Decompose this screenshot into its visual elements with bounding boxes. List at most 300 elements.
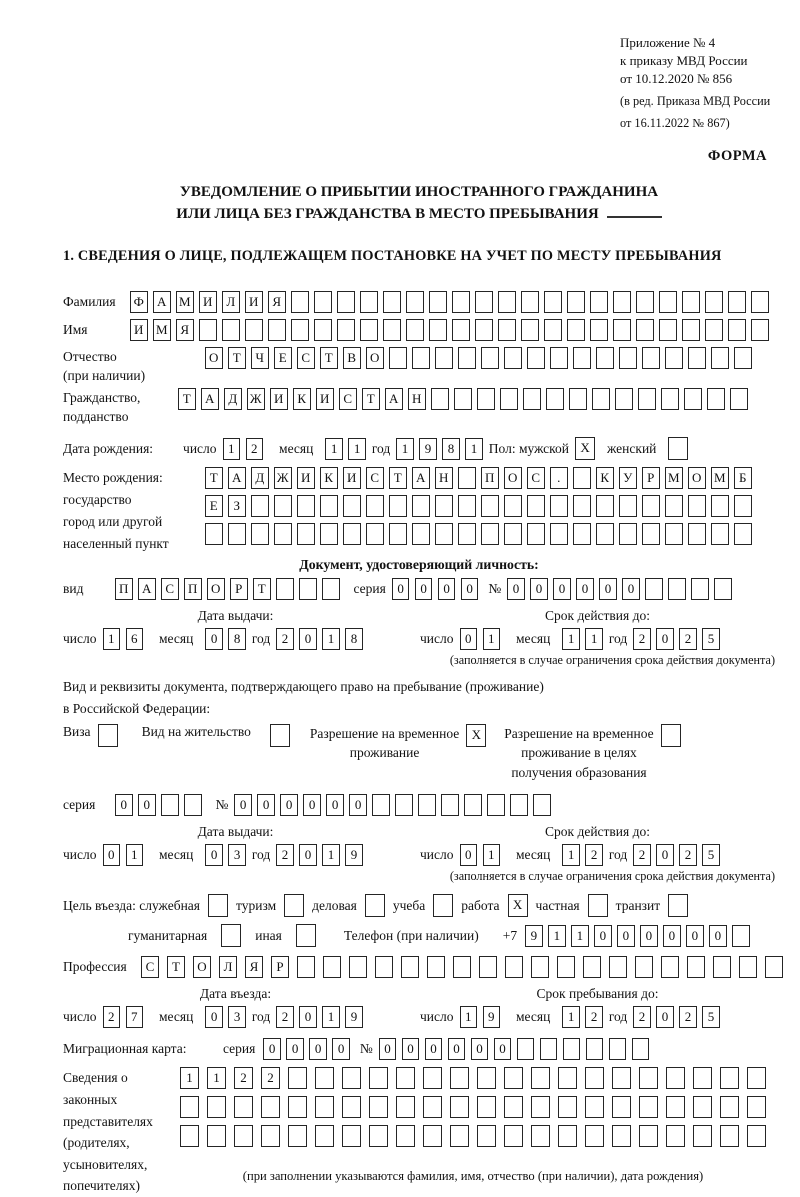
char-box[interactable]: [412, 523, 430, 545]
char-box[interactable]: [504, 347, 522, 369]
char-box[interactable]: [666, 1067, 685, 1089]
char-box[interactable]: [479, 956, 497, 978]
char-box[interactable]: 0: [622, 578, 640, 600]
char-box[interactable]: Ч: [251, 347, 269, 369]
char-box[interactable]: [395, 794, 413, 816]
char-box[interactable]: С: [527, 467, 545, 489]
char-box[interactable]: [666, 1096, 685, 1118]
char-box[interactable]: [505, 956, 523, 978]
char-box[interactable]: [504, 1096, 523, 1118]
char-box[interactable]: 0: [640, 925, 658, 947]
char-box[interactable]: А: [412, 467, 430, 489]
char-box[interactable]: [342, 1096, 361, 1118]
char-box[interactable]: 1: [548, 925, 566, 947]
char-box[interactable]: [573, 523, 591, 545]
char-box[interactable]: [343, 495, 361, 517]
char-box[interactable]: [510, 794, 528, 816]
char-box[interactable]: [383, 319, 401, 341]
char-box[interactable]: 2: [276, 1006, 294, 1028]
char-box[interactable]: 0: [599, 578, 617, 600]
char-box[interactable]: [452, 319, 470, 341]
char-box[interactable]: Р: [230, 578, 248, 600]
char-box[interactable]: 0: [553, 578, 571, 600]
char-box[interactable]: [682, 319, 700, 341]
char-box[interactable]: [360, 319, 378, 341]
char-box[interactable]: 1: [322, 628, 340, 650]
char-box[interactable]: [585, 1125, 604, 1147]
char-box[interactable]: [615, 388, 633, 410]
char-box[interactable]: О: [504, 467, 522, 489]
char-box[interactable]: 0: [205, 1006, 223, 1028]
char-box[interactable]: [369, 1067, 388, 1089]
char-box[interactable]: [458, 523, 476, 545]
char-box[interactable]: 1: [322, 844, 340, 866]
char-box[interactable]: 0: [507, 578, 525, 600]
char-box[interactable]: Д: [251, 467, 269, 489]
char-box[interactable]: [687, 956, 705, 978]
char-box[interactable]: И: [316, 388, 334, 410]
char-box[interactable]: 1: [126, 844, 144, 866]
char-box[interactable]: Т: [362, 388, 380, 410]
char-box[interactable]: [261, 1125, 280, 1147]
char-box[interactable]: [366, 523, 384, 545]
char-box[interactable]: [592, 388, 610, 410]
char-box[interactable]: [184, 794, 202, 816]
char-box[interactable]: 1: [562, 844, 580, 866]
char-box[interactable]: [481, 523, 499, 545]
char-box[interactable]: 0: [663, 925, 681, 947]
char-box[interactable]: [546, 388, 564, 410]
char-box[interactable]: [711, 523, 729, 545]
char-box[interactable]: 8: [442, 438, 460, 460]
char-box[interactable]: [498, 291, 516, 313]
char-box[interactable]: [531, 956, 549, 978]
char-box[interactable]: 9: [419, 438, 437, 460]
char-box[interactable]: Л: [219, 956, 237, 978]
char-box[interactable]: 3: [228, 844, 246, 866]
char-box[interactable]: [609, 1038, 627, 1060]
char-box[interactable]: [288, 1125, 307, 1147]
char-box[interactable]: 1: [325, 438, 343, 460]
char-box[interactable]: 0: [299, 844, 317, 866]
residence-permit-checkbox[interactable]: [270, 724, 290, 747]
char-box[interactable]: 0: [115, 794, 133, 816]
char-box[interactable]: [693, 1096, 712, 1118]
char-box[interactable]: 0: [205, 844, 223, 866]
char-box[interactable]: [531, 1125, 550, 1147]
char-box[interactable]: С: [141, 956, 159, 978]
char-box[interactable]: [504, 495, 522, 517]
char-box[interactable]: 0: [303, 794, 321, 816]
char-box[interactable]: 0: [425, 1038, 443, 1060]
char-box[interactable]: [639, 1067, 658, 1089]
char-box[interactable]: [343, 523, 361, 545]
char-box[interactable]: [234, 1096, 253, 1118]
char-box[interactable]: [360, 291, 378, 313]
char-box[interactable]: 2: [246, 438, 264, 460]
char-box[interactable]: [693, 1125, 712, 1147]
char-box[interactable]: [454, 388, 472, 410]
char-box[interactable]: [251, 495, 269, 517]
purpose-delovaya-checkbox[interactable]: [365, 894, 385, 917]
char-box[interactable]: [707, 388, 725, 410]
purpose-tranzit-checkbox[interactable]: [668, 894, 688, 917]
char-box[interactable]: 5: [702, 628, 720, 650]
char-box[interactable]: [682, 291, 700, 313]
char-box[interactable]: [544, 319, 562, 341]
char-box[interactable]: 2: [679, 844, 697, 866]
char-box[interactable]: 5: [702, 1006, 720, 1028]
char-box[interactable]: 0: [257, 794, 275, 816]
char-box[interactable]: Т: [167, 956, 185, 978]
char-box[interactable]: [693, 1067, 712, 1089]
char-box[interactable]: И: [270, 388, 288, 410]
char-box[interactable]: [299, 578, 317, 600]
char-box[interactable]: [297, 523, 315, 545]
char-box[interactable]: [665, 347, 683, 369]
char-box[interactable]: [720, 1096, 739, 1118]
char-box[interactable]: [481, 347, 499, 369]
char-box[interactable]: [475, 291, 493, 313]
char-box[interactable]: [517, 1038, 535, 1060]
char-box[interactable]: [533, 794, 551, 816]
char-box[interactable]: С: [297, 347, 315, 369]
char-box[interactable]: П: [481, 467, 499, 489]
char-box[interactable]: [688, 495, 706, 517]
char-box[interactable]: [274, 495, 292, 517]
char-box[interactable]: [342, 1067, 361, 1089]
char-box[interactable]: Ж: [247, 388, 265, 410]
char-box[interactable]: [477, 1096, 496, 1118]
char-box[interactable]: [435, 495, 453, 517]
char-box[interactable]: [612, 1096, 631, 1118]
char-box[interactable]: [666, 1125, 685, 1147]
char-box[interactable]: [477, 1067, 496, 1089]
char-box[interactable]: В: [343, 347, 361, 369]
char-box[interactable]: [450, 1125, 469, 1147]
char-box[interactable]: [375, 956, 393, 978]
char-box[interactable]: [276, 578, 294, 600]
char-box[interactable]: [613, 291, 631, 313]
char-box[interactable]: [297, 495, 315, 517]
char-box[interactable]: [728, 291, 746, 313]
char-box[interactable]: 0: [392, 578, 410, 600]
char-box[interactable]: [268, 319, 286, 341]
char-box[interactable]: М: [711, 467, 729, 489]
char-box[interactable]: О: [688, 467, 706, 489]
char-box[interactable]: 2: [679, 1006, 697, 1028]
char-box[interactable]: Я: [176, 319, 194, 341]
char-box[interactable]: [751, 291, 769, 313]
purpose-ucheba-checkbox[interactable]: [433, 894, 453, 917]
char-box[interactable]: 1: [180, 1067, 199, 1089]
char-box[interactable]: [661, 956, 679, 978]
char-box[interactable]: 2: [633, 844, 651, 866]
char-box[interactable]: [590, 319, 608, 341]
char-box[interactable]: [396, 1096, 415, 1118]
char-box[interactable]: [586, 1038, 604, 1060]
char-box[interactable]: [765, 956, 783, 978]
char-box[interactable]: Т: [228, 347, 246, 369]
char-box[interactable]: [713, 956, 731, 978]
char-box[interactable]: 0: [349, 794, 367, 816]
char-box[interactable]: А: [385, 388, 403, 410]
char-box[interactable]: [161, 794, 179, 816]
char-box[interactable]: [199, 319, 217, 341]
char-box[interactable]: [500, 388, 518, 410]
char-box[interactable]: 7: [126, 1006, 144, 1028]
char-box[interactable]: [521, 291, 539, 313]
char-box[interactable]: [288, 1067, 307, 1089]
char-box[interactable]: [739, 956, 757, 978]
char-box[interactable]: А: [153, 291, 171, 313]
char-box[interactable]: 0: [494, 1038, 512, 1060]
char-box[interactable]: [639, 1096, 658, 1118]
char-box[interactable]: 0: [402, 1038, 420, 1060]
char-box[interactable]: [558, 1067, 577, 1089]
char-box[interactable]: [475, 319, 493, 341]
char-box[interactable]: [369, 1096, 388, 1118]
char-box[interactable]: 5: [702, 844, 720, 866]
purpose-chastnaya-checkbox[interactable]: [588, 894, 608, 917]
char-box[interactable]: 2: [103, 1006, 121, 1028]
char-box[interactable]: 0: [379, 1038, 397, 1060]
char-box[interactable]: [613, 319, 631, 341]
char-box[interactable]: 0: [103, 844, 121, 866]
char-box[interactable]: С: [366, 467, 384, 489]
char-box[interactable]: 1: [322, 1006, 340, 1028]
char-box[interactable]: [728, 319, 746, 341]
char-box[interactable]: 0: [280, 794, 298, 816]
char-box[interactable]: [691, 578, 709, 600]
char-box[interactable]: [659, 319, 677, 341]
char-box[interactable]: [573, 467, 591, 489]
char-box[interactable]: [639, 1125, 658, 1147]
char-box[interactable]: [418, 794, 436, 816]
char-box[interactable]: [573, 347, 591, 369]
char-box[interactable]: 1: [103, 628, 121, 650]
char-box[interactable]: О: [193, 956, 211, 978]
char-box[interactable]: [714, 578, 732, 600]
char-box[interactable]: 2: [276, 844, 294, 866]
char-box[interactable]: [372, 794, 390, 816]
char-box[interactable]: [540, 1038, 558, 1060]
char-box[interactable]: Ф: [130, 291, 148, 313]
char-box[interactable]: [569, 388, 587, 410]
char-box[interactable]: 8: [228, 628, 246, 650]
char-box[interactable]: 2: [633, 1006, 651, 1028]
char-box[interactable]: 2: [633, 628, 651, 650]
char-box[interactable]: [498, 319, 516, 341]
char-box[interactable]: [458, 347, 476, 369]
char-box[interactable]: [320, 495, 338, 517]
char-box[interactable]: [406, 319, 424, 341]
char-box[interactable]: [711, 347, 729, 369]
char-box[interactable]: [567, 319, 585, 341]
char-box[interactable]: [366, 495, 384, 517]
char-box[interactable]: 0: [415, 578, 433, 600]
char-box[interactable]: [661, 388, 679, 410]
char-box[interactable]: [423, 1125, 442, 1147]
char-box[interactable]: Е: [274, 347, 292, 369]
sex-female-checkbox[interactable]: [668, 437, 688, 460]
char-box[interactable]: [557, 956, 575, 978]
char-box[interactable]: [730, 388, 748, 410]
char-box[interactable]: [751, 319, 769, 341]
char-box[interactable]: [558, 1096, 577, 1118]
char-box[interactable]: [180, 1096, 199, 1118]
char-box[interactable]: 0: [234, 794, 252, 816]
char-box[interactable]: [659, 291, 677, 313]
char-box[interactable]: [205, 523, 223, 545]
char-box[interactable]: 0: [460, 844, 478, 866]
char-box[interactable]: [619, 495, 637, 517]
char-box[interactable]: [315, 1125, 334, 1147]
char-box[interactable]: [585, 1096, 604, 1118]
char-box[interactable]: [684, 388, 702, 410]
char-box[interactable]: 0: [448, 1038, 466, 1060]
char-box[interactable]: [401, 956, 419, 978]
char-box[interactable]: [705, 291, 723, 313]
char-box[interactable]: [642, 523, 660, 545]
char-box[interactable]: 1: [396, 438, 414, 460]
char-box[interactable]: [406, 291, 424, 313]
char-box[interactable]: [477, 388, 495, 410]
char-box[interactable]: [450, 1067, 469, 1089]
char-box[interactable]: 0: [461, 578, 479, 600]
char-box[interactable]: [435, 347, 453, 369]
char-box[interactable]: Ж: [274, 467, 292, 489]
char-box[interactable]: З: [228, 495, 246, 517]
char-box[interactable]: 2: [261, 1067, 280, 1089]
char-box[interactable]: [550, 523, 568, 545]
char-box[interactable]: [734, 495, 752, 517]
purpose-rabota-checkbox[interactable]: X: [508, 894, 528, 917]
char-box[interactable]: [323, 956, 341, 978]
char-box[interactable]: [314, 291, 332, 313]
char-box[interactable]: [612, 1067, 631, 1089]
char-box[interactable]: 2: [585, 844, 603, 866]
char-box[interactable]: [609, 956, 627, 978]
char-box[interactable]: Т: [205, 467, 223, 489]
char-box[interactable]: [668, 578, 686, 600]
char-box[interactable]: 0: [617, 925, 635, 947]
char-box[interactable]: [619, 523, 637, 545]
char-box[interactable]: Л: [222, 291, 240, 313]
char-box[interactable]: 9: [345, 844, 363, 866]
char-box[interactable]: [531, 1096, 550, 1118]
char-box[interactable]: [349, 956, 367, 978]
char-box[interactable]: Р: [271, 956, 289, 978]
char-box[interactable]: 0: [594, 925, 612, 947]
char-box[interactable]: Н: [408, 388, 426, 410]
char-box[interactable]: [747, 1067, 766, 1089]
char-box[interactable]: 0: [286, 1038, 304, 1060]
char-box[interactable]: [550, 495, 568, 517]
purpose-inaya-checkbox[interactable]: [296, 924, 316, 947]
sex-male-checkbox[interactable]: X: [575, 437, 595, 460]
char-box[interactable]: [747, 1096, 766, 1118]
char-box[interactable]: [504, 1067, 523, 1089]
char-box[interactable]: [521, 319, 539, 341]
char-box[interactable]: К: [596, 467, 614, 489]
char-box[interactable]: Н: [435, 467, 453, 489]
rvp-education-checkbox[interactable]: [661, 724, 681, 747]
char-box[interactable]: [665, 495, 683, 517]
char-box[interactable]: [297, 956, 315, 978]
char-box[interactable]: [688, 347, 706, 369]
char-box[interactable]: У: [619, 467, 637, 489]
char-box[interactable]: [396, 1125, 415, 1147]
char-box[interactable]: Б: [734, 467, 752, 489]
blank-underline[interactable]: [607, 206, 662, 218]
char-box[interactable]: [389, 347, 407, 369]
char-box[interactable]: [558, 1125, 577, 1147]
char-box[interactable]: С: [339, 388, 357, 410]
char-box[interactable]: 9: [525, 925, 543, 947]
char-box[interactable]: [504, 523, 522, 545]
char-box[interactable]: Р: [642, 467, 660, 489]
char-box[interactable]: [612, 1125, 631, 1147]
char-box[interactable]: 0: [205, 628, 223, 650]
char-box[interactable]: [222, 319, 240, 341]
char-box[interactable]: М: [665, 467, 683, 489]
char-box[interactable]: 0: [332, 1038, 350, 1060]
char-box[interactable]: [291, 319, 309, 341]
char-box[interactable]: 0: [299, 1006, 317, 1028]
char-box[interactable]: [337, 291, 355, 313]
char-box[interactable]: [234, 1125, 253, 1147]
char-box[interactable]: [636, 291, 654, 313]
char-box[interactable]: [596, 495, 614, 517]
char-box[interactable]: 0: [656, 628, 674, 650]
char-box[interactable]: [431, 388, 449, 410]
char-box[interactable]: [596, 347, 614, 369]
char-box[interactable]: [389, 523, 407, 545]
char-box[interactable]: 0: [263, 1038, 281, 1060]
char-box[interactable]: 1: [207, 1067, 226, 1089]
char-box[interactable]: [228, 523, 246, 545]
char-box[interactable]: [573, 495, 591, 517]
char-box[interactable]: [596, 523, 614, 545]
char-box[interactable]: [427, 956, 445, 978]
char-box[interactable]: 3: [228, 1006, 246, 1028]
char-box[interactable]: [342, 1125, 361, 1147]
char-box[interactable]: 0: [460, 628, 478, 650]
char-box[interactable]: А: [201, 388, 219, 410]
char-box[interactable]: 1: [562, 628, 580, 650]
char-box[interactable]: [642, 495, 660, 517]
char-box[interactable]: [550, 347, 568, 369]
char-box[interactable]: О: [366, 347, 384, 369]
char-box[interactable]: [635, 956, 653, 978]
char-box[interactable]: И: [199, 291, 217, 313]
char-box[interactable]: С: [161, 578, 179, 600]
char-box[interactable]: [412, 347, 430, 369]
char-box[interactable]: [632, 1038, 650, 1060]
char-box[interactable]: [429, 291, 447, 313]
char-box[interactable]: И: [130, 319, 148, 341]
char-box[interactable]: Е: [205, 495, 223, 517]
char-box[interactable]: 2: [276, 628, 294, 650]
char-box[interactable]: [261, 1096, 280, 1118]
char-box[interactable]: Т: [320, 347, 338, 369]
char-box[interactable]: О: [205, 347, 223, 369]
char-box[interactable]: 0: [656, 844, 674, 866]
char-box[interactable]: [441, 794, 459, 816]
char-box[interactable]: 1: [348, 438, 366, 460]
char-box[interactable]: 0: [138, 794, 156, 816]
